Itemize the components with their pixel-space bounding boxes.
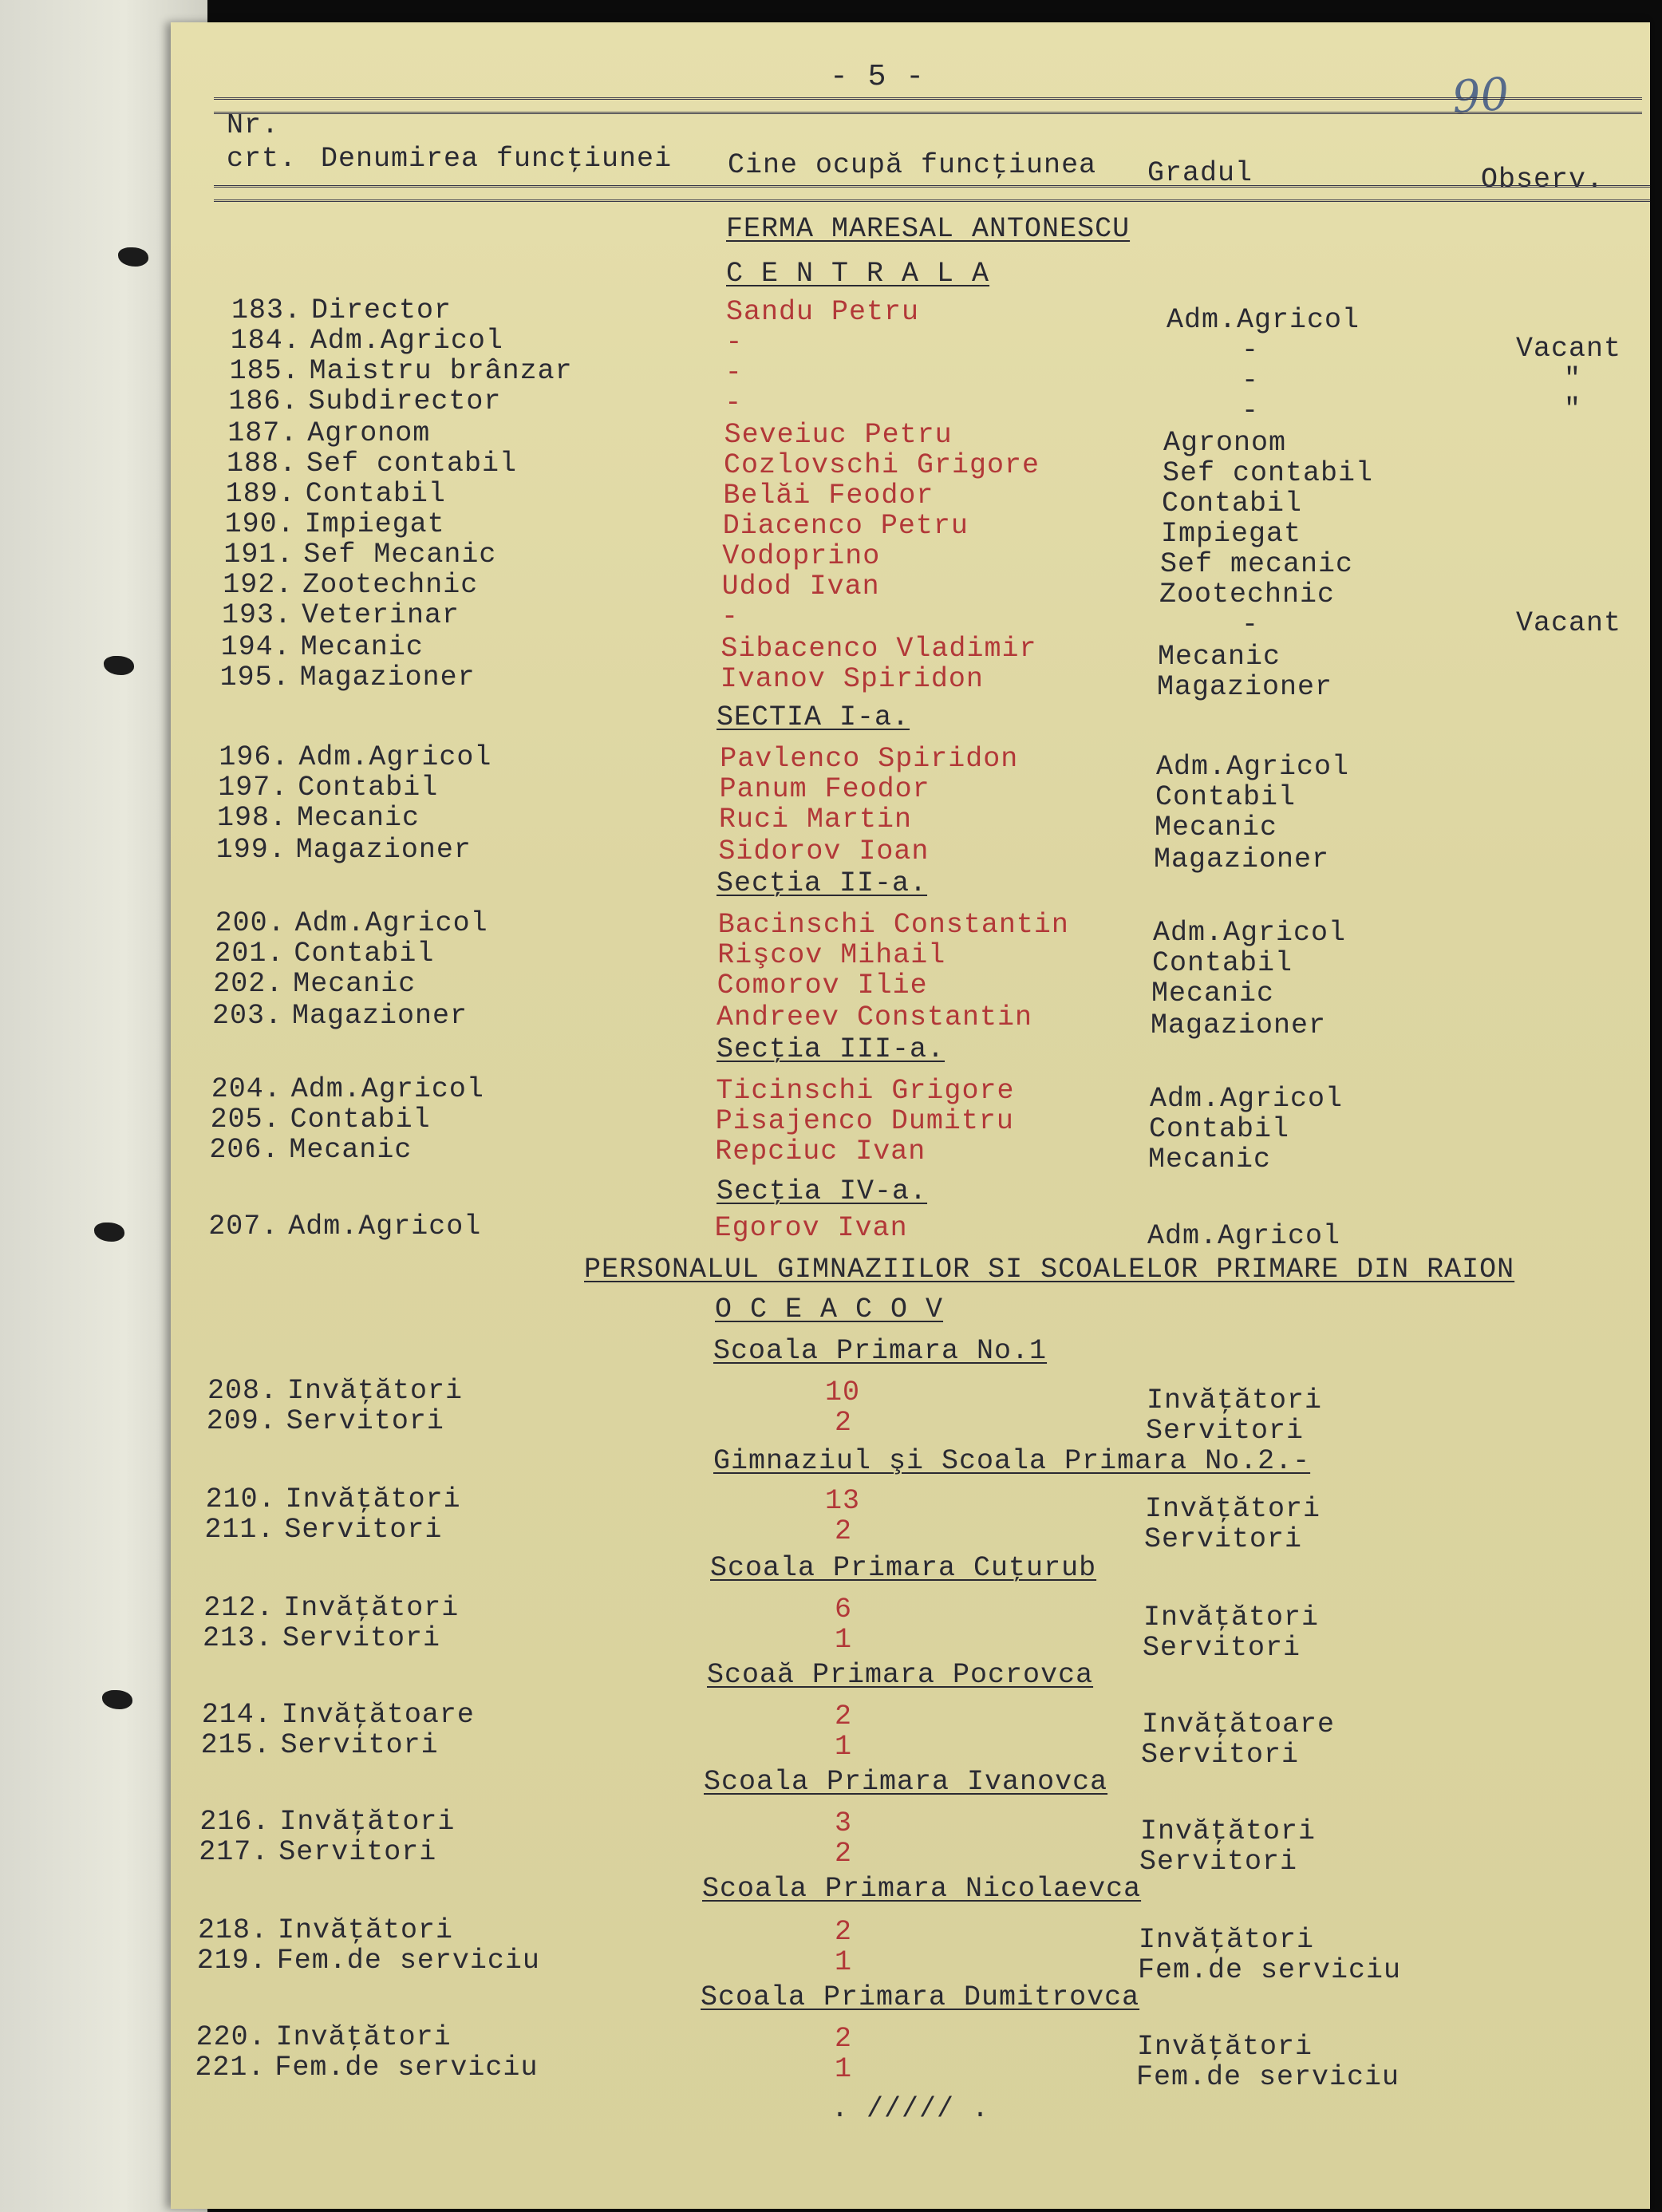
row-number: 197. <box>218 772 289 804</box>
row-function: Adm.Agricol <box>290 1073 484 1105</box>
row-function: Invăţători <box>283 1592 460 1624</box>
row-number: 189. <box>225 478 296 510</box>
row-function: Servitori <box>278 1836 437 1868</box>
row-occupant: 1 <box>835 1624 853 1656</box>
section-heading-sectia4: Secţia IV-a. <box>717 1175 928 1207</box>
row-function: Adm.Agricol <box>310 325 503 357</box>
header-rule-top <box>214 97 1642 100</box>
row-number: 193. <box>222 599 293 631</box>
row-grade: Servitori <box>1144 1523 1303 1555</box>
row-occupant: Ruci Martin <box>719 804 913 835</box>
row-number: 210. <box>205 1483 276 1515</box>
row-number: 184. <box>230 325 301 357</box>
row-grade: Invăţători <box>1143 1602 1320 1633</box>
row-number: 191. <box>223 539 294 571</box>
row-function: Invăţători <box>287 1375 464 1407</box>
row-observation: " <box>1564 363 1582 395</box>
row-number: 202. <box>213 968 284 1000</box>
row-number: 192. <box>223 569 294 601</box>
row-function: Magazioner <box>299 662 476 693</box>
row-grade: Sef contabil <box>1163 457 1374 489</box>
row-grade: Servitori <box>1139 1846 1298 1878</box>
row-number: 211. <box>204 1514 275 1546</box>
row-occupant: - <box>724 357 743 389</box>
section-heading-personal: PERSONALUL GIMNAZIILOR SI SCOALELOR PRIMARE DIN RAION <box>584 1254 1515 1286</box>
row-number: 215. <box>200 1729 271 1761</box>
row-grade: Impiegat <box>1161 518 1302 550</box>
row-occupant: 2 <box>835 1916 853 1948</box>
row-grade: Contabil <box>1162 488 1303 519</box>
row-grade: Invăţători <box>1145 1493 1321 1525</box>
row-occupant: 13 <box>825 1485 861 1517</box>
row-function: Invăţători <box>275 2021 452 2053</box>
row-function: Adm.Agricol <box>298 741 492 773</box>
header-rule-bottom2 <box>214 199 1650 202</box>
row-grade: Adm.Agricol <box>1153 917 1347 949</box>
row-occupant: Ivanov Spiridon <box>720 663 984 695</box>
section-heading-ivanovca: Scoala Primara Ivanovca <box>704 1766 1108 1798</box>
row-function: Contabil <box>298 772 439 804</box>
row-occupant: Udod Ivan <box>721 571 880 602</box>
row-grade: Adm.Agricol <box>1147 1220 1341 1252</box>
section-heading-sectia2: Secţia II-a. <box>717 867 928 899</box>
row-occupant: 1 <box>835 1731 853 1763</box>
row-number: 201. <box>214 938 285 970</box>
section-heading-nicolaevca: Scoala Primara Nicolaevca <box>702 1873 1142 1905</box>
row-number: 213. <box>203 1622 274 1654</box>
row-grade: Mecanic <box>1155 812 1278 843</box>
row-function: Adm.Agricol <box>294 907 488 939</box>
row-occupant: Sandu Petru <box>726 296 920 328</box>
header-nr: Nr. <box>227 109 280 141</box>
row-occupant: Cozlovschi Grigore <box>724 449 1040 481</box>
row-number: 190. <box>224 508 295 540</box>
row-grade: - <box>1242 609 1260 641</box>
row-occupant: Bacinschi Constantin <box>717 909 1069 941</box>
row-function: Contabil <box>294 938 435 970</box>
row-function: Magazioner <box>295 834 472 866</box>
header-who: Cine ocupă funcţiunea <box>728 149 1097 181</box>
row-grade: Mecanic <box>1151 978 1275 1009</box>
row-number: 205. <box>210 1104 281 1136</box>
row-number: 203. <box>212 1000 283 1032</box>
row-number: 188. <box>227 448 298 480</box>
row-observation: Vacant <box>1516 333 1622 365</box>
header-observ: Observ. <box>1481 164 1605 196</box>
row-occupant: 6 <box>835 1594 853 1625</box>
row-number: 208. <box>207 1375 278 1407</box>
header-crt: crt. <box>227 143 298 175</box>
row-grade: Invăţători <box>1137 2031 1313 2063</box>
row-grade: Adm.Agricol <box>1156 751 1350 783</box>
section-heading-scoala1: Scoala Primara No.1 <box>713 1335 1048 1367</box>
row-function: Zootechnic <box>302 569 479 601</box>
footer-mark: . ///// . <box>831 2093 990 2125</box>
section-heading-sectia3: Secţia III-a. <box>717 1033 945 1065</box>
handwritten-folio-number: 90 <box>1450 68 1511 124</box>
row-occupant: - <box>721 601 740 633</box>
row-function: Fem.de serviciu <box>276 1945 540 1977</box>
row-observation: Vacant <box>1516 607 1622 639</box>
row-function: Impiegat <box>304 508 445 540</box>
row-number: 207. <box>208 1211 279 1242</box>
row-number: 196. <box>219 741 290 773</box>
row-function: Maistru brânzar <box>309 355 573 387</box>
row-occupant: Diacenco Petru <box>722 510 969 542</box>
row-grade: - <box>1242 395 1260 427</box>
row-occupant: Sidorov Ioan <box>718 835 930 867</box>
section-heading-oceacov: O C E A C O V <box>715 1294 944 1325</box>
row-grade: Invăţători <box>1147 1384 1323 1416</box>
section-heading-centrala: C E N T R A L A <box>726 258 990 290</box>
row-number: 187. <box>227 417 298 449</box>
row-function: Servitori <box>286 1405 444 1437</box>
row-function: Mecanic <box>293 968 416 1000</box>
row-grade: - <box>1242 365 1260 397</box>
row-grade: Servitori <box>1141 1739 1300 1771</box>
row-number: 186. <box>228 385 299 417</box>
row-grade: Adm.Agricol <box>1150 1083 1344 1115</box>
row-occupant: 1 <box>835 1946 853 1978</box>
row-grade: Servitori <box>1143 1632 1301 1664</box>
row-function: Sef contabil <box>306 448 518 480</box>
row-function: Servitori <box>280 1729 439 1761</box>
row-function: Adm.Agricol <box>288 1211 482 1242</box>
row-function: Mecanic <box>300 631 424 663</box>
row-occupant: - <box>725 326 744 358</box>
section-heading-sectia1: SECTIA I-a. <box>717 701 910 733</box>
section-heading-ferma: FERMA MARESAL ANTONESCU <box>726 213 1131 245</box>
row-function: Servitori <box>282 1622 441 1654</box>
section-heading-cuturub: Scoala Primara Cuţurub <box>710 1552 1097 1584</box>
row-number: 214. <box>201 1699 272 1731</box>
row-function: Invăţători <box>285 1483 461 1515</box>
row-number: 204. <box>211 1073 282 1105</box>
row-occupant: - <box>724 387 743 419</box>
row-occupant: 1 <box>835 2053 853 2085</box>
row-number: 195. <box>219 662 290 693</box>
header-rule-top2 <box>214 112 1642 114</box>
row-number: 218. <box>198 1914 269 1946</box>
row-grade: Contabil <box>1152 947 1293 979</box>
row-occupant: Comorov Ilie <box>717 970 928 1001</box>
row-number: 220. <box>195 2021 266 2053</box>
row-occupant: Panum Feodor <box>719 773 930 805</box>
row-number: 209. <box>206 1405 277 1437</box>
row-grade: Sef mecanic <box>1160 548 1354 580</box>
row-function: Fem.de serviciu <box>274 2052 539 2084</box>
row-occupant: Pisajenco Dumitru <box>715 1105 1014 1137</box>
section-heading-dumitrovca: Scoala Primara Dumitrovca <box>701 1981 1140 2013</box>
row-grade: - <box>1242 334 1260 366</box>
row-function: Agronom <box>307 417 431 449</box>
row-grade: Fem.de serviciu <box>1136 2061 1400 2093</box>
row-grade: Invăţători <box>1139 1924 1315 1956</box>
row-grade: Zootechnic <box>1159 579 1336 610</box>
row-grade: Contabil <box>1155 781 1297 813</box>
row-occupant: Sibacenco Vladimir <box>720 633 1037 665</box>
row-number: 199. <box>215 834 286 866</box>
row-function: Servitori <box>284 1514 443 1546</box>
row-number: 185. <box>229 355 300 387</box>
row-number: 217. <box>199 1836 270 1868</box>
row-grade: Adm.Agricol <box>1167 304 1360 336</box>
row-function: Invăţători <box>279 1806 456 1838</box>
section-heading-pocrovca: Scoaă Primara Pocrovca <box>707 1659 1094 1691</box>
row-function: Sef Mecanic <box>303 539 497 571</box>
row-grade: Contabil <box>1149 1113 1290 1145</box>
row-grade: Invăţători <box>1140 1815 1317 1847</box>
row-function: Contabil <box>305 478 446 510</box>
row-observation: " <box>1564 393 1582 425</box>
row-occupant: Repciuc Ivan <box>715 1136 926 1167</box>
row-occupant: Vodoprino <box>722 540 881 572</box>
row-grade: Invăţătoare <box>1142 1708 1336 1740</box>
row-grade: Magazioner <box>1154 843 1330 875</box>
section-heading-gimnaziu2: Gimnaziul şi Scoala Primara No.2.- <box>713 1445 1311 1477</box>
row-number: 198. <box>217 802 288 834</box>
row-occupant: 2 <box>835 1515 853 1547</box>
row-number: 216. <box>199 1806 270 1838</box>
header-rule-bottom <box>214 185 1650 188</box>
row-function: Magazioner <box>292 1000 468 1032</box>
row-grade: Magazioner <box>1157 671 1333 703</box>
row-function: Contabil <box>290 1104 431 1136</box>
row-occupant: 2 <box>835 2023 853 2055</box>
row-occupant: Belăi Feodor <box>723 480 934 512</box>
row-grade: Mecanic <box>1148 1144 1272 1175</box>
row-function: Invăţătoare <box>281 1699 475 1731</box>
row-function: Subdirector <box>308 385 502 417</box>
row-grade: Magazioner <box>1151 1009 1327 1041</box>
row-occupant: Egorov Ivan <box>714 1212 908 1244</box>
row-number: 206. <box>209 1134 280 1166</box>
row-function: Director <box>311 294 452 326</box>
row-number: 212. <box>203 1592 274 1624</box>
row-function: Mecanic <box>289 1134 413 1166</box>
row-occupant: 3 <box>835 1807 853 1839</box>
page-number: - 5 - <box>830 60 926 94</box>
row-occupant: Rişcov Mihail <box>717 939 946 971</box>
row-function: Veterinar <box>302 599 460 631</box>
row-number: 221. <box>195 2052 266 2084</box>
row-grade: Agronom <box>1163 427 1287 459</box>
row-grade: Servitori <box>1146 1415 1305 1447</box>
row-number: 194. <box>220 631 291 663</box>
row-occupant: Andreev Constantin <box>717 1001 1033 1033</box>
row-occupant: 2 <box>835 1407 853 1439</box>
row-grade: Mecanic <box>1158 641 1281 673</box>
row-number: 200. <box>215 907 286 939</box>
header-function: Denumirea funcţiunei <box>321 143 673 175</box>
header-grade: Gradul <box>1147 157 1253 189</box>
row-occupant: 2 <box>835 1700 853 1732</box>
row-occupant: Seveiuc Petru <box>724 419 953 451</box>
row-occupant: Ticinschi Grigore <box>716 1075 1015 1107</box>
row-occupant: 10 <box>825 1377 861 1408</box>
row-occupant: 2 <box>835 1838 853 1870</box>
row-number: 219. <box>196 1945 267 1977</box>
row-grade: Fem.de serviciu <box>1138 1954 1402 1986</box>
row-number: 183. <box>231 294 302 326</box>
row-occupant: Pavlenco Spiridon <box>720 743 1019 775</box>
row-function: Mecanic <box>297 802 420 834</box>
row-function: Invăţători <box>278 1914 454 1946</box>
